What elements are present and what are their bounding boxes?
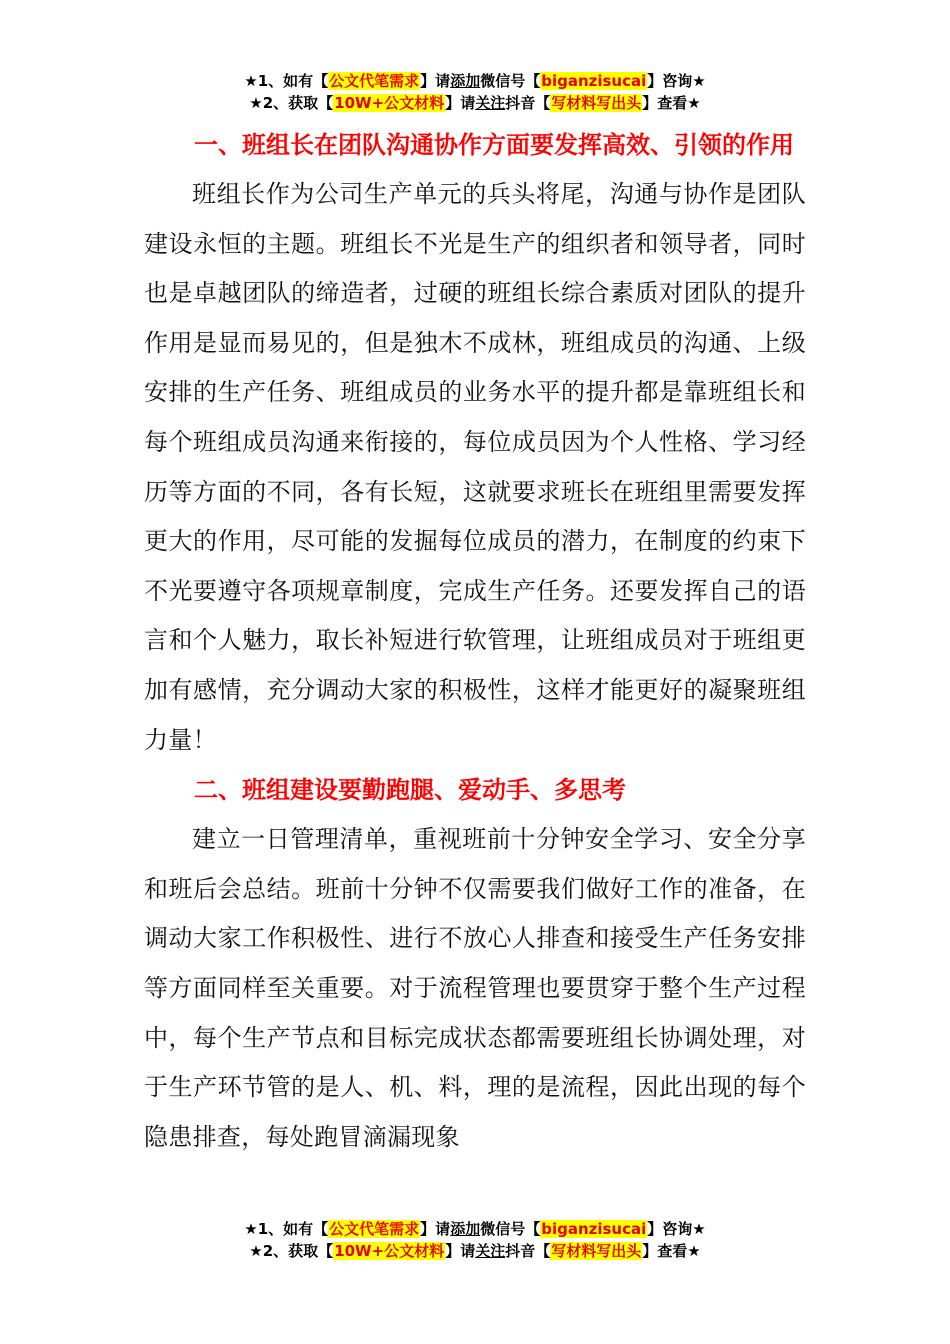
footer-ad-line-1: [0, 1218, 950, 1240]
ad-text: 微信号【: [480, 1220, 541, 1238]
ad-douyin-id: 写材料写出头: [551, 1242, 642, 1260]
ad-text: 】咨询★: [647, 1220, 706, 1238]
ad-text: 】查看★: [642, 94, 701, 112]
ad-wechat-id: biganzisucai: [541, 1220, 647, 1238]
section-1-paragraph: 班组长作为公司生产单元的兵头将尾，沟通与协作是团队建设永恒的主题。班组长不光是生产的组织者和领导者，同时也是卓越团队的缔造者，过硬的班组长综合素质对团队的提升作用是显而易见的，但是独木不成林，班组成员的沟通、上级安排的生产任务、班组成员的业务水平的提升都是靠班组长和每个班组成员沟通来衔接的，每位成员因为个人性格、学习经历等方面的不同，各有长短，这就要求班长在班组里需要发挥更大的作用，尽可能的发掘每位成员的潜力，在制度的约束下不光要遵守各项规章制度，完成生产任务。还要发挥自己的语言和个人魅力，取长补短进行软管理，让班组成员对于班组更加有感情，充分调动大家的积极性，这样才能更好的凝聚班组力量！: [144, 180, 806, 754]
header-ad-banner: [0, 70, 950, 114]
ad-text: 】查看★: [642, 1242, 701, 1260]
ad-underlined: 添加: [450, 72, 481, 90]
header-ad-line-1: [0, 70, 950, 92]
ad-wechat-id: biganzisucai: [541, 72, 647, 90]
ad-text: 】咨询★: [647, 72, 706, 90]
footer-ad-line-2: [0, 1240, 950, 1262]
ad-highlight: 10W+公文材料: [334, 1242, 445, 1260]
ad-text: 抖音【: [505, 1242, 551, 1260]
ad-text: 】请: [445, 94, 476, 112]
ad-text: 微信号【: [480, 72, 541, 90]
document-body: [144, 120, 806, 1162]
footer-ad-banner: [0, 1218, 950, 1262]
section-1-heading: 一、班组长在团队沟通协作方面要发挥高效、引领的作用: [194, 131, 794, 159]
section-2-paragraph: 建立一日管理清单，重视班前十分钟安全学习、安全分享和班后会总结。班前十分钟不仅需要我们做好工作的准备，在调动大家工作积极性、进行不放心人排查和接受生产任务安排等方面同样至关重要。对于流程管理也要贯穿于整个生产过程中，每个生产节点和目标完成状态都需要班组长协调处理，对于生产环节管的是人、机、料，理的是流程，因此出现的每个隐患排查，每处跑冒滴漏现象: [144, 825, 806, 1151]
header-ad-line-2: [0, 92, 950, 114]
ad-underlined: 关注: [475, 1242, 506, 1260]
ad-text: 】请: [420, 1220, 451, 1238]
ad-text: 】请: [445, 1242, 476, 1260]
ad-douyin-id: 写材料写出头: [551, 94, 642, 112]
ad-text: ★2、获取【: [249, 94, 334, 112]
ad-highlight: 10W+公文材料: [334, 94, 445, 112]
ad-text: 抖音【: [505, 94, 551, 112]
ad-text: ★1、如有【: [244, 1220, 329, 1238]
ad-text: ★2、获取【: [249, 1242, 334, 1260]
ad-highlight: 公文代笔需求: [329, 1220, 420, 1238]
section-2-heading: 二、班组建设要勤跑腿、爱动手、多思考: [194, 776, 626, 805]
ad-underlined: 添加: [450, 1220, 481, 1238]
ad-text: ★1、如有【: [244, 72, 329, 90]
ad-highlight: 公文代笔需求: [329, 72, 420, 90]
ad-text: 】请: [420, 72, 451, 90]
ad-underlined: 关注: [475, 94, 506, 112]
